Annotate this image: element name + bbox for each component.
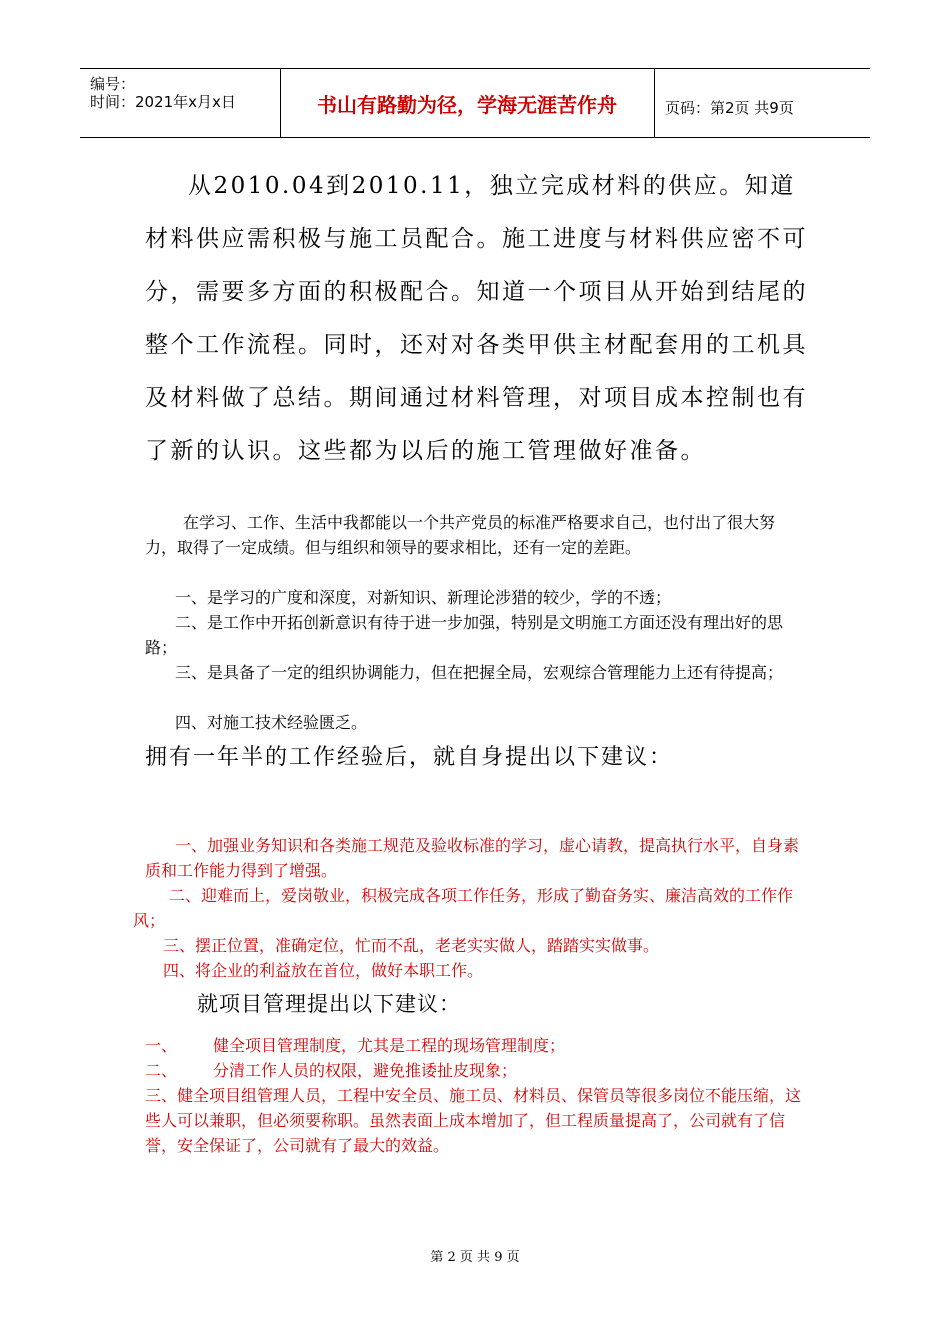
project-suggestion-number: 一、 [145,1036,178,1055]
doc-date-label: 时间：2021年x月x日 [90,93,236,111]
header-motto-cell [280,69,655,137]
project-suggestions-heading: 就项目管理提出以下建议： [197,992,461,1016]
shortcoming-item: 二、是工作中开拓创新意识有待于进一步加强，特别是文明施工方面还没有理出好的思路； [145,613,784,657]
project-suggestion-item: 三、健全项目组管理人员，工程中安全员、施工员、材料员、保管员等很多岗位不能压缩，这些人可以兼职，但必须要称职。虽然表面上成本增加了，但工程质量提高了，公司就有了信誉，安全保证了，公司就有了最大的效益。 [145,1086,802,1155]
project-suggestion-text: 健全项目管理制度，尤其是工程的现场管理制度； [213,1036,566,1055]
header-page-label: 页码：第2页 共9页 [665,99,794,117]
project-suggestion-number: 二、 [145,1061,178,1080]
self-suggestion-item: 一、加强业务知识和各类施工规范及验收标准的学习，虚心请教，提高执行水平，自身素质和工作能力得到了增强。 [145,836,800,880]
project-suggestion-item [145,1058,805,1083]
header-motto: 书山有路勤为径，学海无涯苦作舟 [317,92,617,117]
shortcoming-item: 四、对施工技术经验匮乏。 [175,713,368,732]
self-suggestion-item: 三、摆正位置，准确定位，忙而不乱，老老实实做人，踏踏实实做事。 [163,936,660,955]
page-footer: 第 2 页 共 9 页 [430,1250,520,1265]
self-suggestions-heading: 拥有一年半的工作经验后，就自身提出以下建议： [145,745,674,770]
shortcoming-item: 三、是具备了一定的组织协调能力，但在把握全局，宏观综合管理能力上还有待提高； [175,663,784,682]
self-suggestion-item: 四、将企业的利益放在首位，做好本职工作。 [163,961,484,980]
project-suggestion-text: 分清工作人员的权限，避免推诿扯皮现象； [213,1061,518,1080]
intro-paragraph: 从2010.04到2010.11，独立完成材料的供应。知道材料供应需积极与施工员配合。施工进度与材料供应密不可分，需要多方面的积极配合。知道一个项目从开始到结尾的整个工作流程。同时，还对对各类甲供主材配套用的工机具及材料做了总结。期间通过材料管理，对项目成本控制也有了新的认识。这些都为以后的施工管理做好准备。 [145,173,808,464]
self-suggestion-item: 二、迎难而上，爱岗敬业，积极完成各项工作任务，形成了勤奋务实、廉洁高效的工作作风； [133,886,794,930]
page-header [80,68,870,138]
project-suggestion-item [145,1033,805,1058]
doc-number-label: 编号： [90,75,136,93]
header-meta-cell [80,69,281,137]
self-assessment-paragraph: 在学习、工作、生活中我都能以一个共产党员的标准严格要求自己，也付出了很大努力，取得了一定成绩。但与组织和领导的要求相比，还有一定的差距。 [145,513,776,557]
shortcoming-item: 一、是学习的广度和深度，对新知识、新理论涉猎的较少，学的不透； [175,588,672,607]
